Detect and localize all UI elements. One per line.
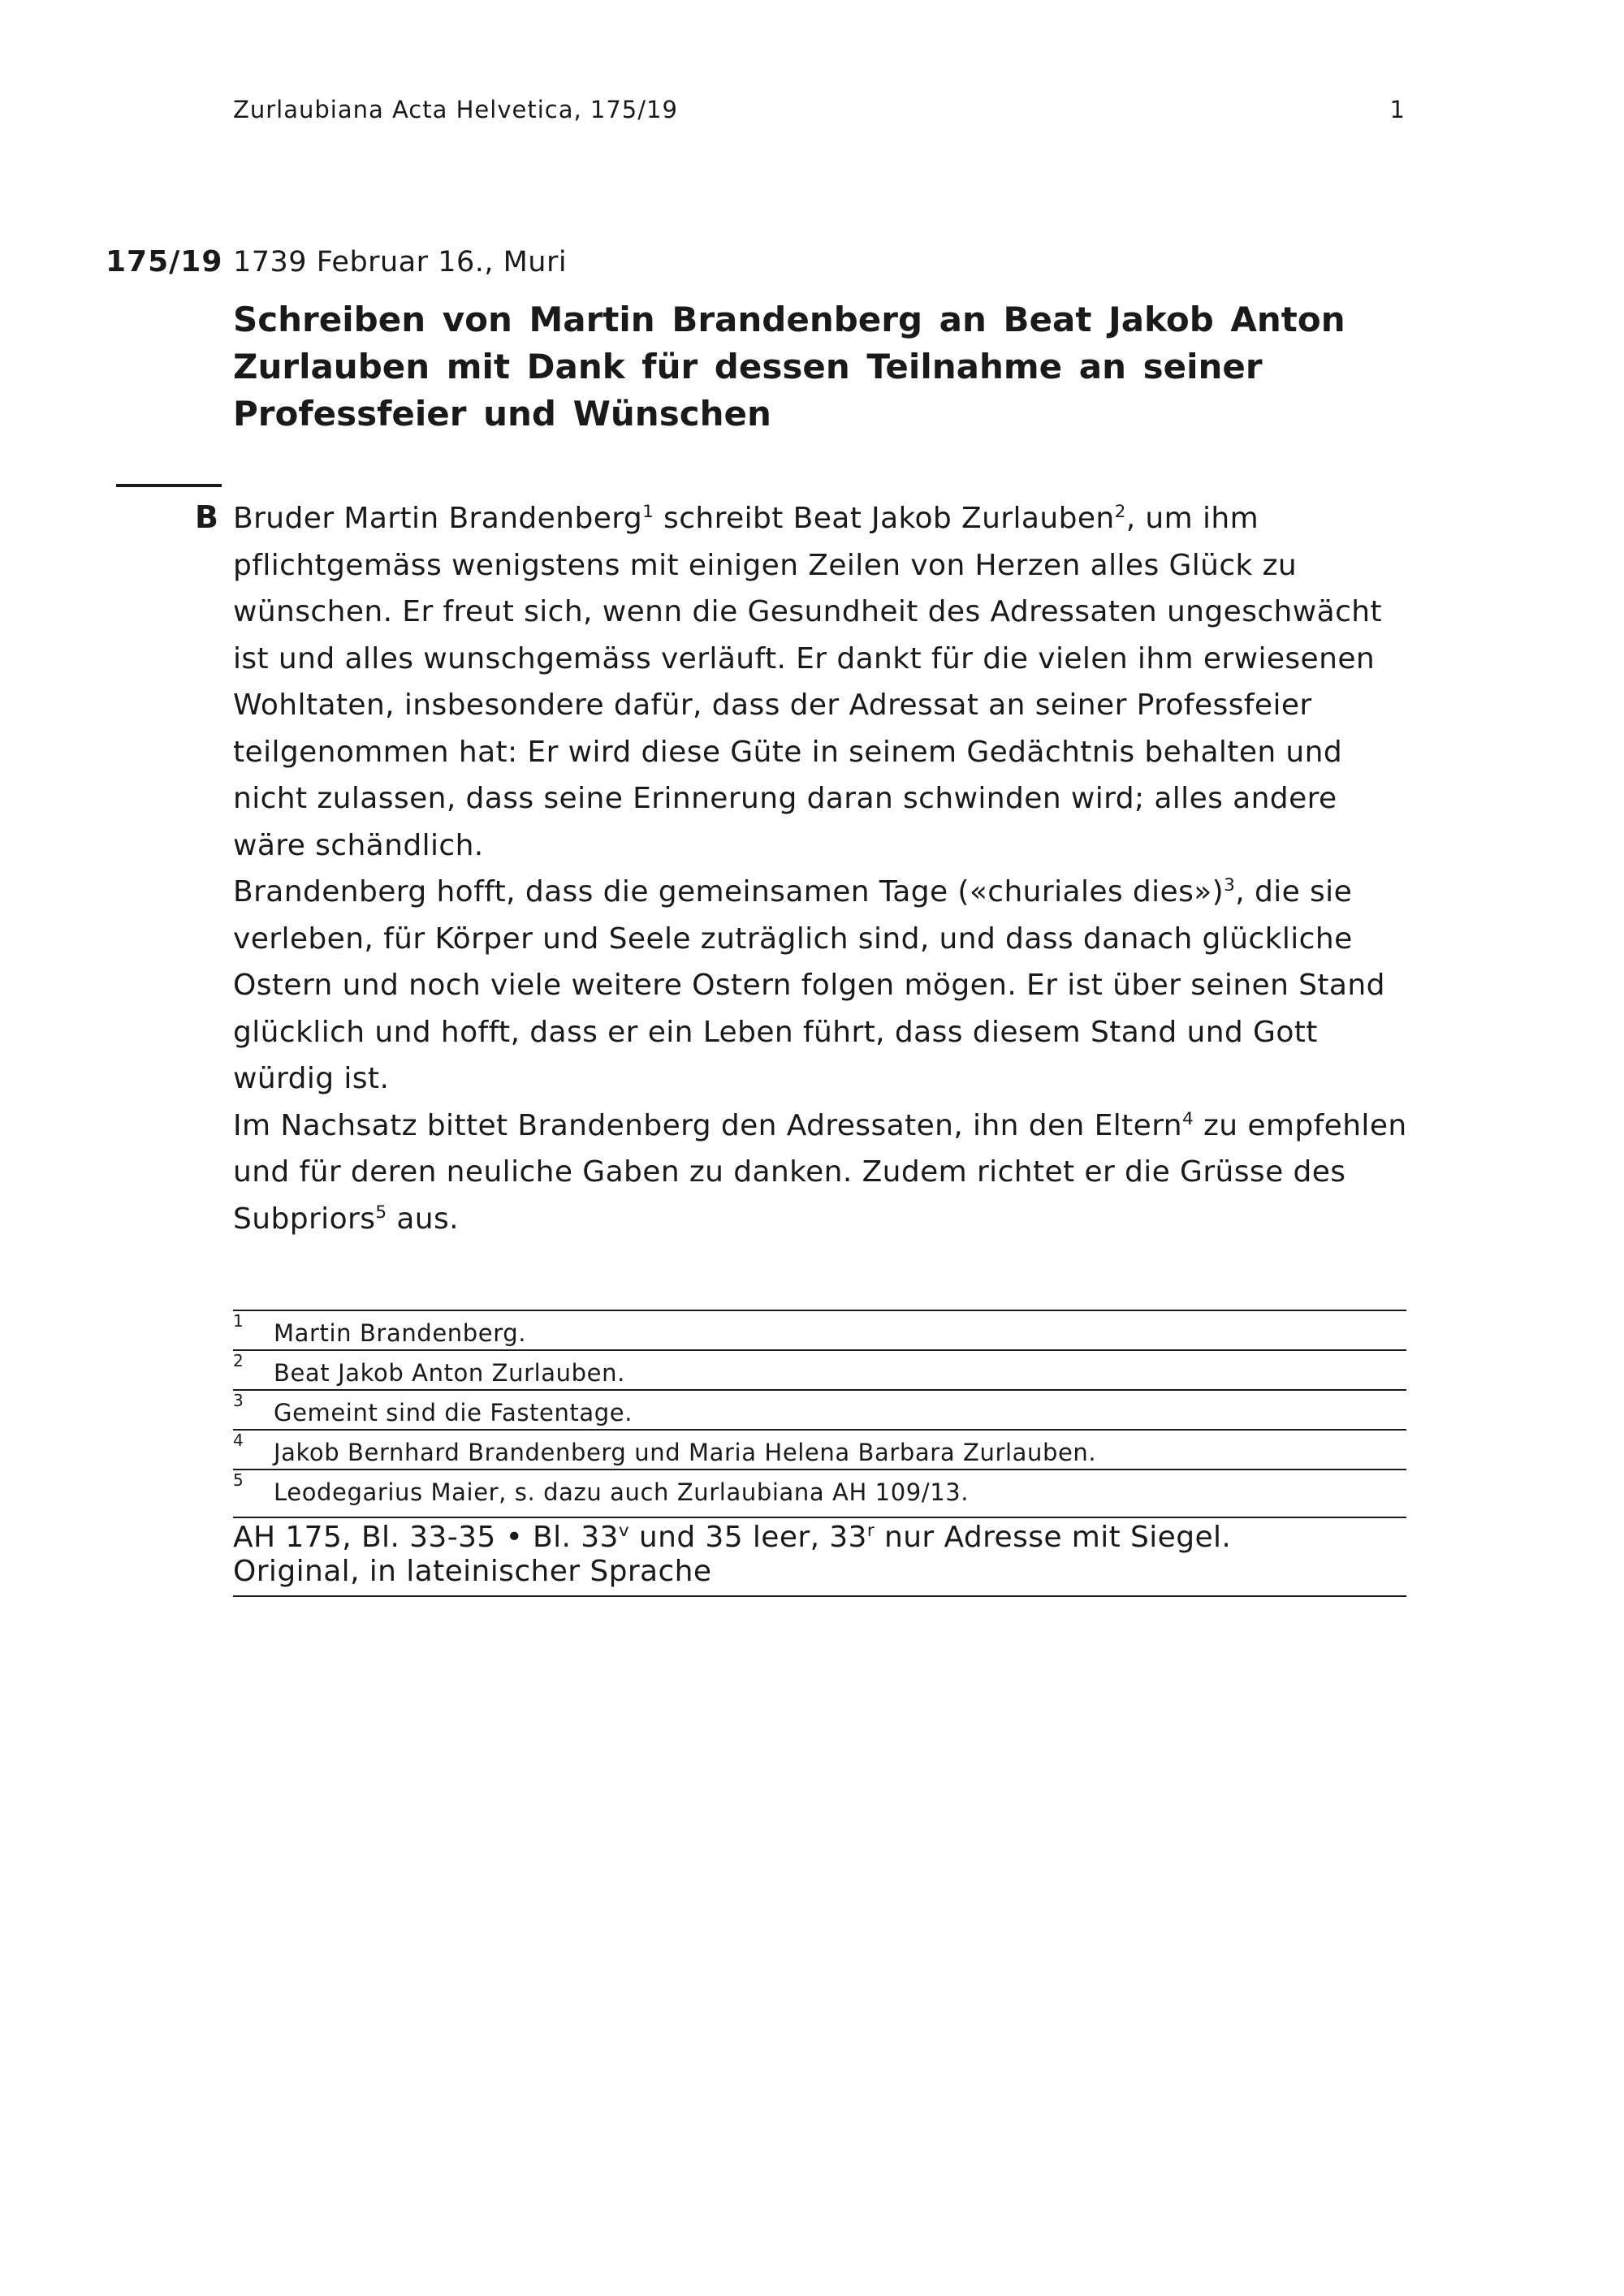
footnote-ref-1[interactable]: 1 — [642, 502, 654, 522]
source-recto-mark: r — [866, 1521, 875, 1541]
footnote-text: Martin Brandenberg. — [274, 1319, 527, 1347]
source-a: AH 175, Bl. 33-35 • Bl. 33 — [233, 1521, 619, 1554]
summary-p2-b: , die sie verleben, für Körper und Seele zuträglich sind, und dass danach glückliche Ostern und noch viele weitere Ostern folgen mögen. Er ist über seinen Stand glücklich und hofft, dass er ein Leben führt, dass diesem Stand und Gott würdig ist. — [233, 875, 1385, 1095]
source-b: und 35 leer, 33 — [629, 1521, 867, 1554]
summary-paragraph-1 — [233, 495, 1419, 869]
summary-p1-a: Bruder Martin Brandenberg — [233, 502, 643, 535]
summary-paragraph-2 — [233, 869, 1419, 1103]
running-head: Zurlaubiana Acta Helvetica, 175/19 — [233, 96, 678, 123]
section-letter: B — [195, 499, 218, 535]
summary-p3-a: Im Nachsatz bittet Brandenberg den Adressaten, ihn den Eltern — [233, 1108, 1182, 1142]
footnote-mark: 3 — [233, 1391, 244, 1410]
footnote-text: Beat Jakob Anton Zurlauben. — [274, 1359, 625, 1387]
footnote-row — [233, 1311, 1406, 1351]
summary-p1-b: schreibt Beat Jakob Zurlauben — [654, 502, 1115, 535]
footnote-mark: 4 — [233, 1431, 244, 1450]
footnote-row — [233, 1391, 1406, 1431]
footnote-row — [233, 1351, 1406, 1391]
summary-text — [233, 495, 1419, 1242]
source-line-2: Original, in lateinischer Sprache — [233, 1555, 712, 1588]
summary-p2-a: Brandenberg hofft, dass die gemeinsamen Tage («churiales dies») — [233, 875, 1224, 908]
source-line-1 — [233, 1521, 1406, 1555]
footnote-ref-3[interactable]: 3 — [1224, 875, 1236, 896]
footnote-mark: 2 — [233, 1351, 244, 1370]
section-divider — [116, 484, 222, 487]
summary-p1-c: , um ihm pflichtgemäss wenigstens mit einigen Zeilen von Herzen alles Glück zu wünschen. Er freut sich, wenn die Gesundheit des Adressaten ungeschwächt ist und alles wunschgemäss verläuft. Er dankt für die vielen ihm erwiesenen Wohltaten, insbesondere dafür, dass der Adressat an seiner Professfeier teilgenommen hat: Er wird diese Güte in seinem Gedächtnis behalten und nicht zulassen, dass seine Erinnerung daran schwinden wird; alles andere wäre schändlich. — [233, 502, 1382, 862]
summary-p3-c: aus. — [387, 1202, 460, 1236]
footnote-mark: 1 — [233, 1311, 244, 1331]
entry-date-place: 1739 Februar 16., Muri — [233, 246, 568, 278]
source-c: nur Adresse mit Siegel. — [875, 1521, 1232, 1554]
footnote-mark: 5 — [233, 1470, 244, 1490]
entry-title: Schreiben von Martin Brandenberg an Beat Jakob Anton Zurlauben mit Dank für dessen Teilnahme an seiner Professfeier und Wünschen — [233, 300, 1345, 434]
footnote-text: Leodegarius Maier, s. dazu auch Zurlaubiana AH 109/13. — [274, 1478, 970, 1506]
footnote-row — [233, 1431, 1406, 1470]
entry-number: 175/19 — [106, 245, 223, 278]
source-note — [233, 1521, 1406, 1597]
footnote-ref-2[interactable]: 2 — [1114, 502, 1126, 522]
footnote-ref-4[interactable]: 4 — [1181, 1108, 1194, 1129]
footnote-ref-5[interactable]: 5 — [375, 1202, 387, 1223]
footnote-text: Gemeint sind die Fastentage. — [274, 1399, 633, 1426]
summary-paragraph-3 — [233, 1103, 1419, 1243]
summary-p3-b: zu empfehlen und für deren neuliche Gaben zu danken. Zudem richtet er die Grüsse des Subpriors — [233, 1108, 1407, 1236]
footnote-text: Jakob Bernhard Brandenberg und Maria Helena Barbara Zurlauben. — [274, 1439, 1097, 1466]
source-verso-mark: v — [618, 1521, 630, 1541]
footnote-row — [233, 1470, 1406, 1518]
page-number: 1 — [1389, 96, 1405, 123]
footnote-table — [233, 1310, 1406, 1518]
